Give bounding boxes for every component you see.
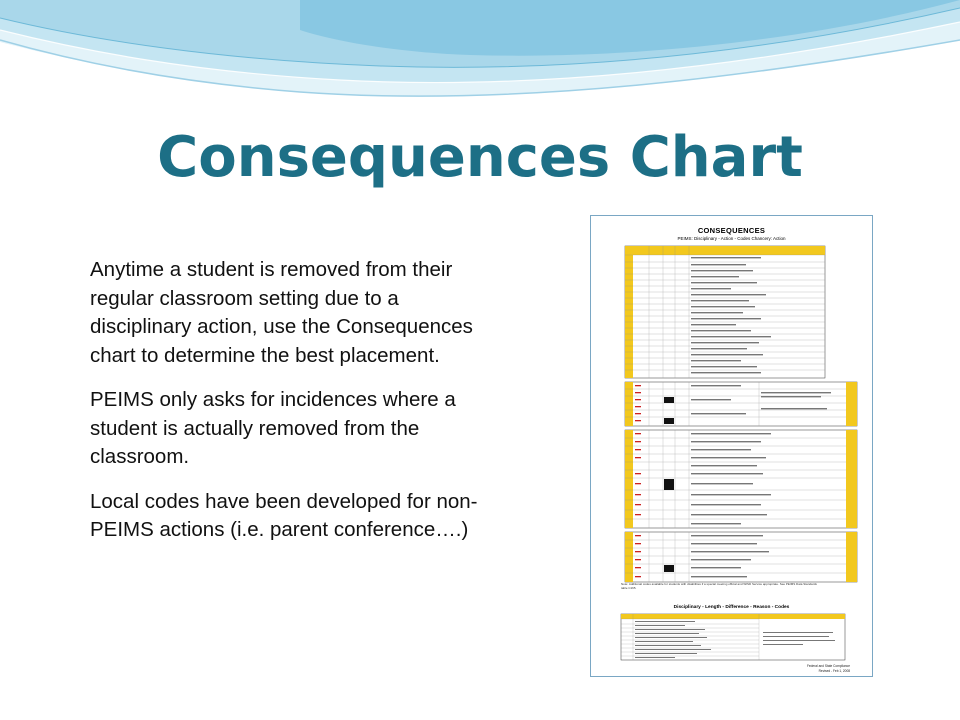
- paragraph-peims: PEIMS only asks for incidences where a student is actually removed from the classroom.: [90, 388, 456, 468]
- document-footer-line1: Federal and State Compliance: [806, 664, 850, 668]
- document-title: CONSEQUENCES: [697, 226, 766, 235]
- paragraph-removal: Anytime a student is removed from their regular classroom setting due to a disciplinary action, use the Consequences chart to determine the best placement.: [90, 258, 473, 367]
- document-note: Note: Additional codes available for students with disabilities if a special meeting official and WISD Service appropriate. See PEIMS Data Standards table C165.: [621, 582, 817, 590]
- document-footer-line2: Revised - Feb 1, 2008: [818, 669, 850, 673]
- paragraph-local-codes: Local codes have been developed for non-PEIMS actions (i.e. parent conference….): [90, 489, 478, 541]
- body-text: [90, 256, 490, 561]
- consequences-document-image: [590, 215, 873, 677]
- slide-title: Consequences Chart: [157, 125, 803, 190]
- document-subtitle: PEIMS: Disciplinary - Action - Codes Chancery: Action: [677, 236, 786, 241]
- header-wave-decoration: [0, 0, 960, 120]
- document-section2-title: Disciplinary - Length - Difference - Reason - Codes: [673, 605, 790, 610]
